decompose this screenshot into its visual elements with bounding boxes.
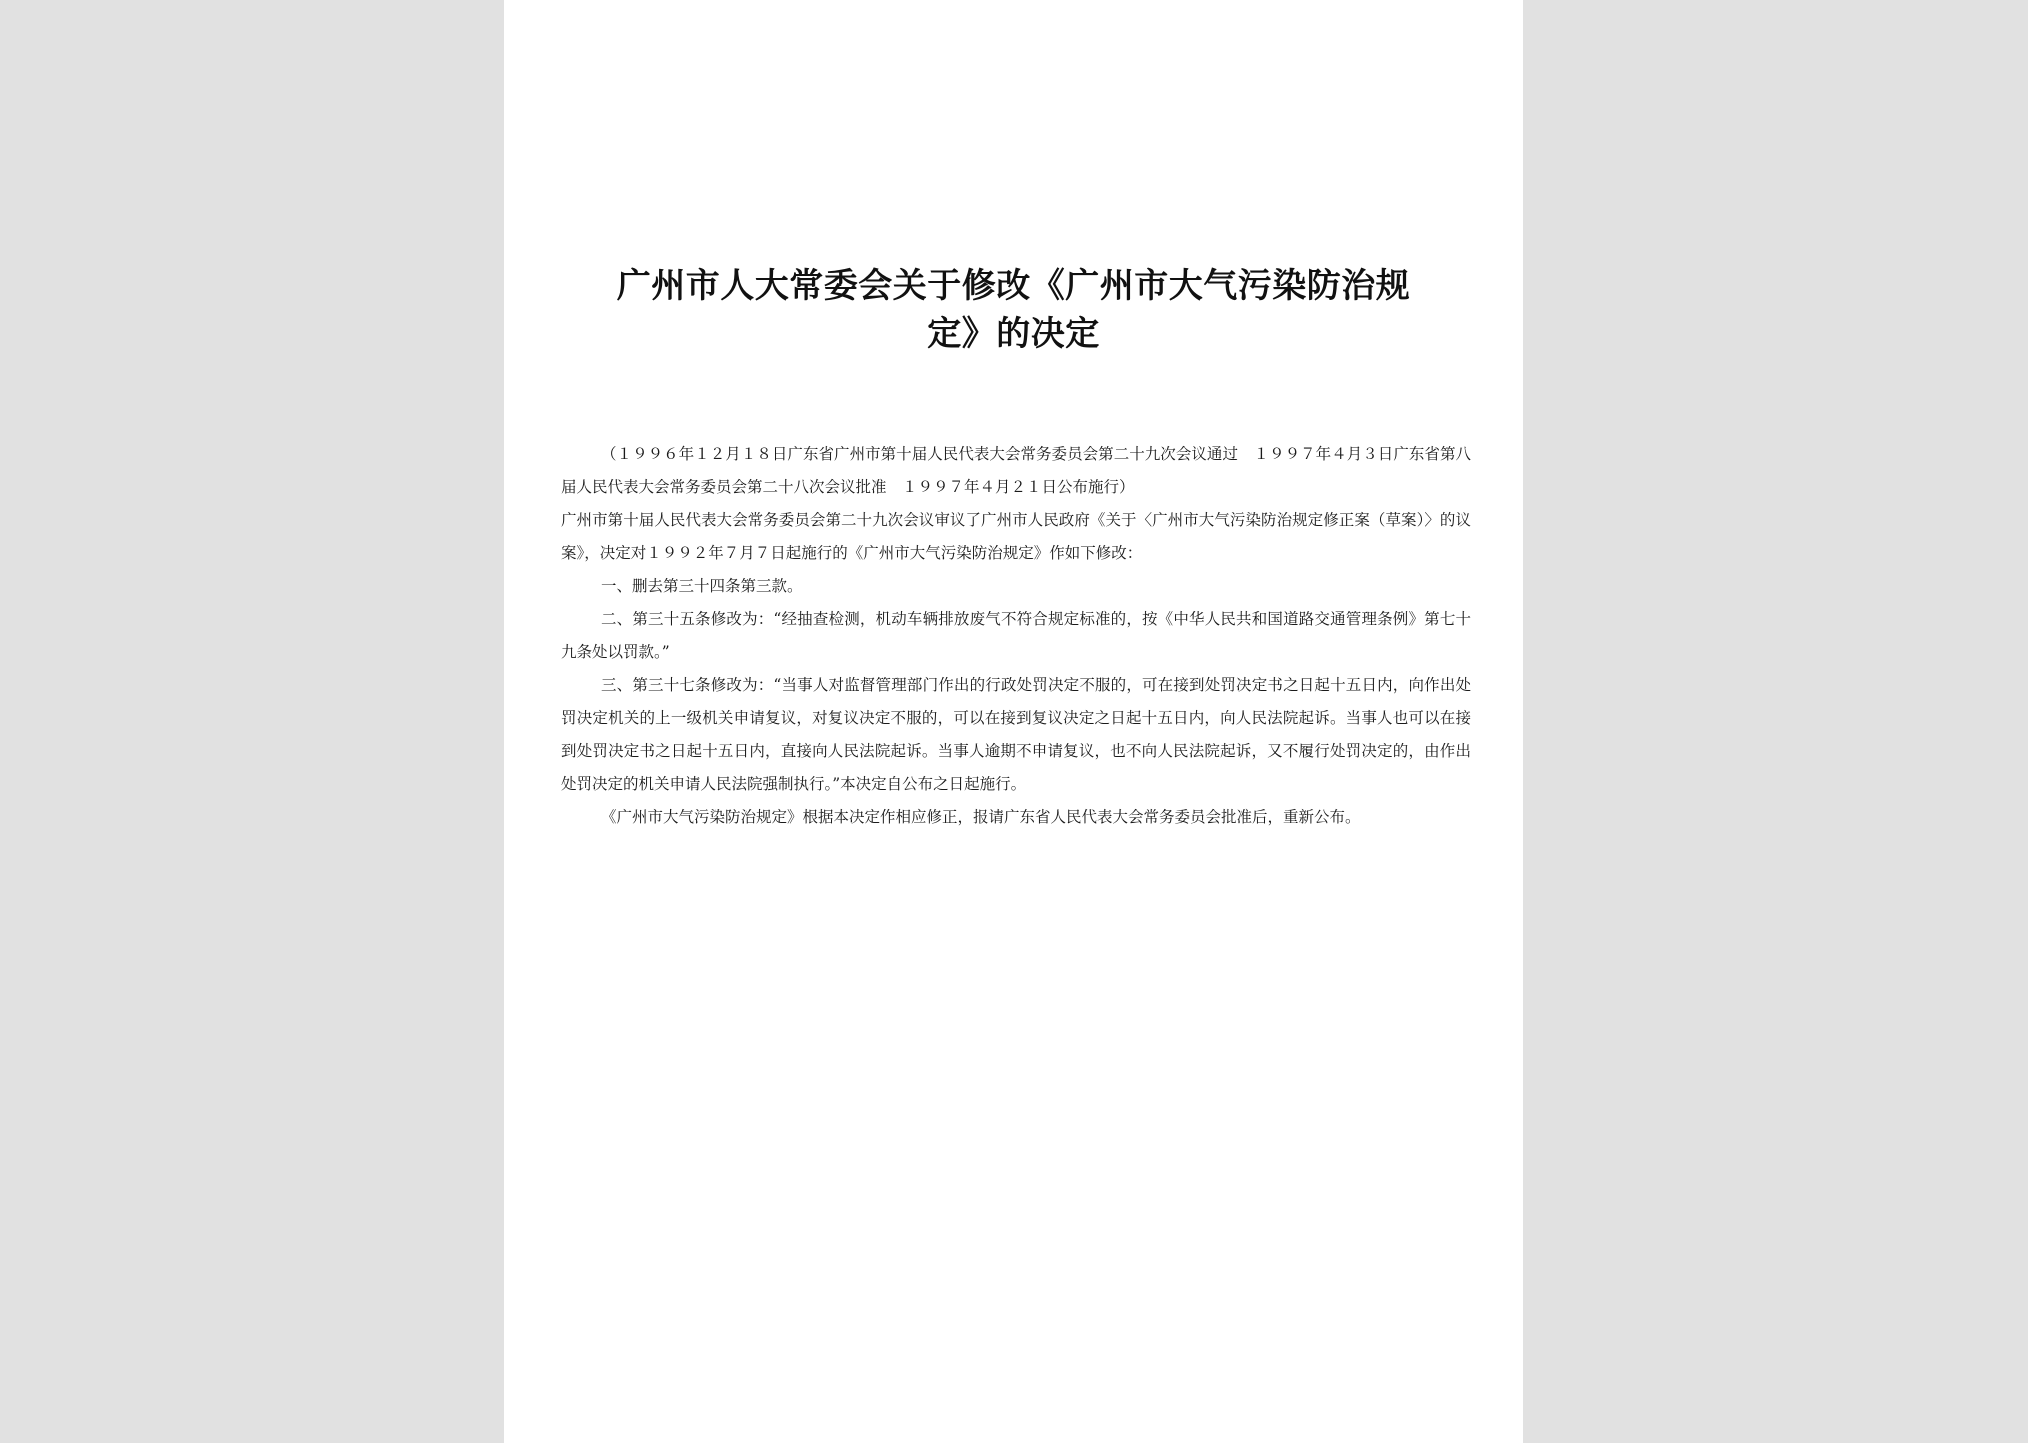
document-body xyxy=(561,438,1471,834)
closing-paragraph: 《广州市大气污染防治规定》根据本决定作相应修正，报请广东省人民代表大会常务委员会批准后，重新公布。 xyxy=(601,808,1361,826)
title-line-1: 广州市人大常委会关于修改《广州市大气污染防治规 xyxy=(616,266,1411,306)
document-page xyxy=(504,0,1523,1443)
preamble-paragraph: 广州市第十届人民代表大会常务委员会第二十九次会议审议了广州市人民政府《关于〈广州市大气污染防治规定修正案（草案）〉的议案》，决定对１９９２年７月７日起施行的《广州市大气污染防治规定》作如下修改： xyxy=(561,511,1471,562)
amendment-item-1: 一、删去第三十四条第三款。 xyxy=(601,577,803,595)
amendment-item-3: 三、第三十七条修改为：“当事人对监督管理部门作出的行政处罚决定不服的，可在接到处罚决定书之日起十五日内，向作出处罚决定机关的上一级机关申请复议，对复议决定不服的，可以在接到复议决定之日起十五日内，向人民法院起诉。当事人也可以在接到处罚决定书之日起十五日内，直接向人民法院起诉。当事人逾期不申请复议，也不向人民法院起诉，又不履行处罚决定的，由作出处罚决定的机关申请人民法院强制执行。”本决定自公布之日起施行。 xyxy=(561,676,1471,793)
document-title xyxy=(566,262,1461,358)
title-line-2: 定》的决定 xyxy=(927,314,1100,354)
amendment-item-2: 二、第三十五条修改为：“经抽查检测，机动车辆排放废气不符合规定标准的，按《中华人民共和国道路交通管理条例》第七十九条处以罚款。” xyxy=(561,610,1471,661)
adoption-note: （１９９６年１２月１８日广东省广州市第十届人民代表大会常务委员会第二十九次会议通过 １９９７年４月３日广东省第八届人民代表大会常务委员会第二十八次会议批准 １９９７年４月２１日公布施行） xyxy=(561,445,1471,496)
